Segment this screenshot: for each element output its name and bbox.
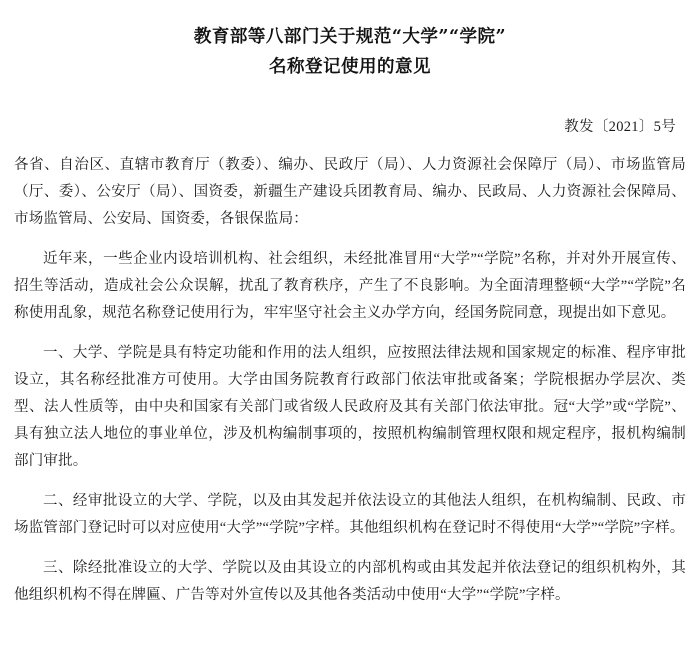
paragraph-1: 近年来，一些企业内设培训机构、社会组织，未经批准冒用“大学”“学院”名称，并对外开展宣传、招生等活动，造成社会公众误解，扰乱了教育秩序，产生了不良影响。为全面清理整顿“大学”“学院”名称使用乱象，规范名称登记使用行为，牢牢坚守社会主义办学方向，经国务院同意，现提出如下意见。 xyxy=(14,251,686,321)
document-number: 教发〔2021〕5号 xyxy=(564,119,676,135)
paragraph-4: 三、除经批准设立的大学、学院以及由其设立的内部机构或由其发起并依法登记的组织机构外，其他组织机构不得在牌匾、广告等对外宣传以及其他各类活动中使用“大学”“学院”字样。 xyxy=(14,560,686,603)
recipients-line: 各省、自治区、直辖市教育厅（教委）、编办、民政厅（局）、人力资源社会保障厅（局）、市场监管局（厅、委）、公安厅（局）、国资委，新疆生产建设兵团教育局、编办、民政局、人力资源社会保障局、市场监管局、公安局、国资委，各银保监局： xyxy=(14,157,686,227)
title-line-1: 教育部等八部门关于规范“大学”“学院” xyxy=(193,27,507,47)
title-line-2: 名称登记使用的意见 xyxy=(269,57,431,77)
paragraph-2: 一、大学、学院是具有特定功能和作用的法人组织，应按照法律法规和国家规定的标准、程序审批设立，其名称经批准方可使用。大学由国务院教育行政部门依法审批或备案；学院根据办学层次、类型、法人性质等，由中央和国家有关部门或省级人民政府及其有关部门依法审批。冠“大学”或“学院”、具有独立法人地位的事业单位，涉及机构编制事项的，按照机构编制管理权限和规定程序，报机构编制部门审批。 xyxy=(14,345,686,469)
paragraph-3: 二、经审批设立的大学、学院，以及由其发起并依法设立的其他法人组织，在机构编制、民政、市场监管部门登记时可以对应使用“大学”“学院”字样。其他组织机构在登记时不得使用“大学”“学院”字样。 xyxy=(14,493,686,536)
document-body xyxy=(14,152,686,609)
page-title xyxy=(14,22,686,82)
